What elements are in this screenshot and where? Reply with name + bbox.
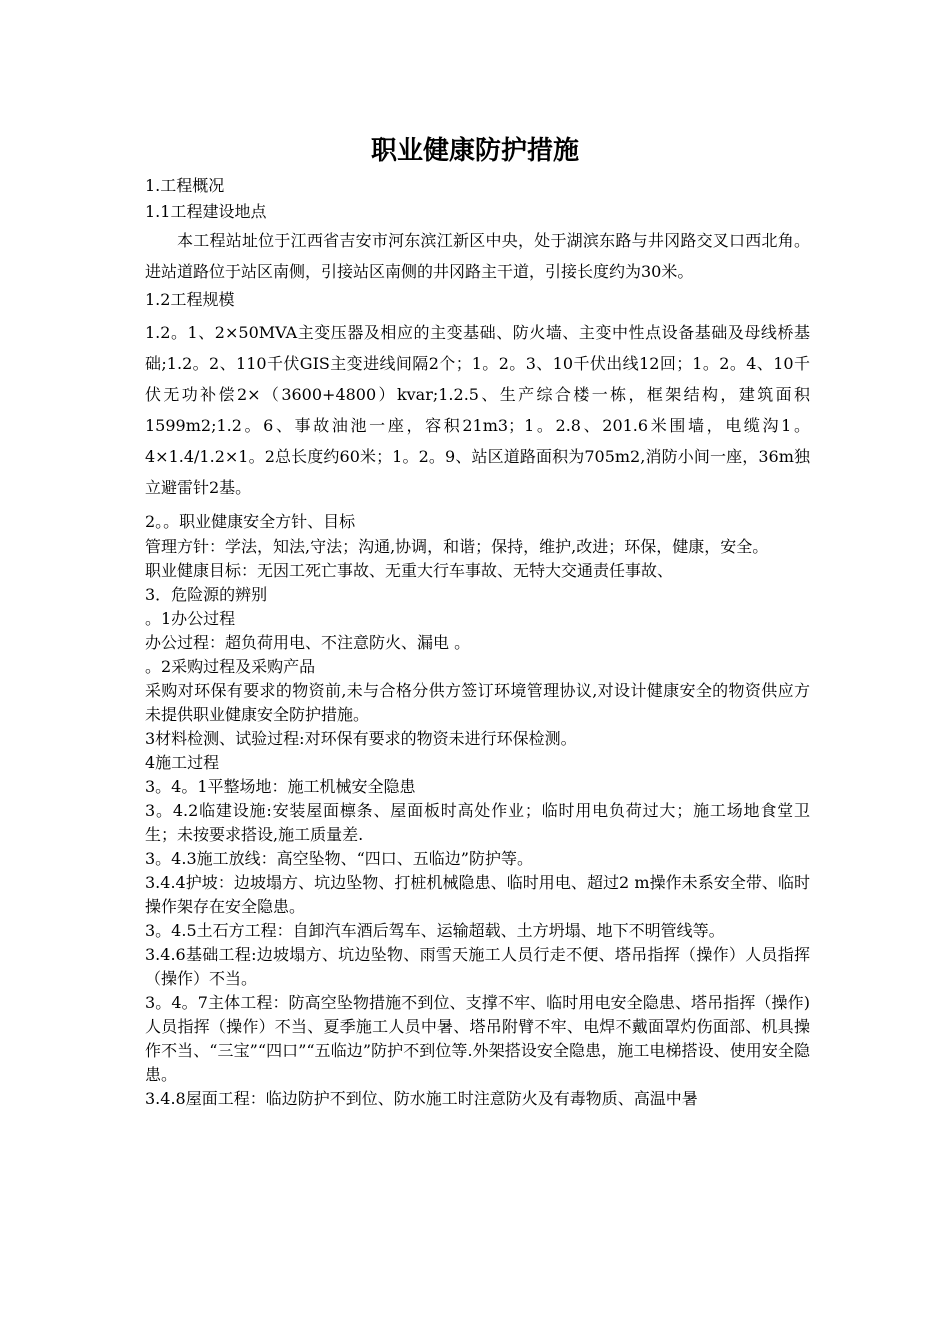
subsection-heading: 1.1工程建设地点 <box>145 202 267 221</box>
subsection-heading: 1.2工程规模 <box>145 290 235 309</box>
list-item: 3。4.3施工放线：高空坠物、“四口、五临边”防护等。 <box>145 849 533 868</box>
document-title: 职业健康防护措施 <box>370 136 579 166</box>
list-item: 3。4.2临建设施:安装屋面檩条、屋面板时高处作业；临时用电负荷过大；施工场地食堂卫生；未按要求搭设,施工质量差. <box>145 801 810 844</box>
subsection-heading: 。2采购过程及采购产品 <box>145 657 316 676</box>
section-heading: 2。。职业健康安全方针、目标 <box>145 512 356 531</box>
list-item: 3。4.5土石方工程：自卸汽车酒后驾车、运输超载、土方坍塌、地下不明管线等。 <box>145 921 725 940</box>
body-paragraph: 采购对环保有要求的物资前,未与合格分供方签订环境管理协议,对设计健康安全的物资供应方未提供职业健康安全防护措施。 <box>145 681 810 724</box>
body-paragraph: 3材料检测、试验过程:对环保有要求的物资未进行环保检测。 <box>145 729 577 748</box>
body-paragraph: 1.2。1、2×50MVA主变压器及相应的主变基础、防火墙、主变中性点设备基础及母线桥基础;1.2。2、110千伏GIS主变进线间隔2个；1。2。3、10千伏出线12回；1。2。4、10千伏无功补偿2×（3600+4800）kvar;1.2.5、生产综合楼一栋，框架结构，建筑面积1599m2;1.2。6、事故油池一座，容积21m3；1。2.8、201.6米围墙，电缆沟1。4×1.4/1.2×1。2总长度约60米；1。2。9、站区道路面积为705m2,消防小间一座，36m独立避雷针2基。 <box>145 323 810 497</box>
list-item: 3。4。1平整场地：施工机械安全隐患 <box>145 777 416 796</box>
section-heading: 3．危险源的辨别 <box>145 585 268 604</box>
body-paragraph: 办公过程：超负荷用电、不注意防火、漏电 。 <box>145 633 471 652</box>
section-heading: 1.工程概况 <box>145 176 225 195</box>
list-item: 3.4.6基础工程:边坡塌方、坑边坠物、雨雪天施工人员行走不便、塔吊指挥（操作）人员指挥（操作）不当。 <box>145 945 810 988</box>
list-item: 3。4。7主体工程：防高空坠物措施不到位、支撑不牢、临时用电安全隐患、塔吊指挥（操作)人员指挥（操作）不当、夏季施工人员中暑、塔吊附臂不牢、电焊不戴面罩灼伤面部、机具操作不当、“三宝”“四口”“五临边”防护不到位等.外架搭设安全隐患，施工电梯搭设、使用安全隐患。 <box>145 993 810 1084</box>
subsection-heading: 。1办公过程 <box>145 609 236 628</box>
list-item: 3.4.4护坡：边坡塌方、坑边坠物、打桩机械隐患、临时用电、超过2 m操作未系安全带、临时操作架存在安全隐患。 <box>145 873 810 916</box>
body-paragraph: 本工程站址位于江西省吉安市河东滨江新区中央，处于湖滨东路与井冈路交叉口西北角。进站道路位于站区南侧，引接站区南侧的井冈路主干道，引接长度约为30米。 <box>145 231 810 281</box>
body-paragraph: 职业健康目标：无因工死亡事故、无重大行车事故、无特大交通责任事故、 <box>145 561 674 580</box>
list-item: 3.4.8屋面工程：临边防护不到位、防水施工时注意防火及有毒物质、高温中暑 <box>145 1089 698 1108</box>
body-paragraph: 管理方针：学法，知法,守法；沟通,协调，和谐；保持，维护,改进；环保，健康，安全。 <box>145 537 769 556</box>
document-body <box>145 173 810 1111</box>
subsection-heading: 4施工过程 <box>145 753 220 772</box>
